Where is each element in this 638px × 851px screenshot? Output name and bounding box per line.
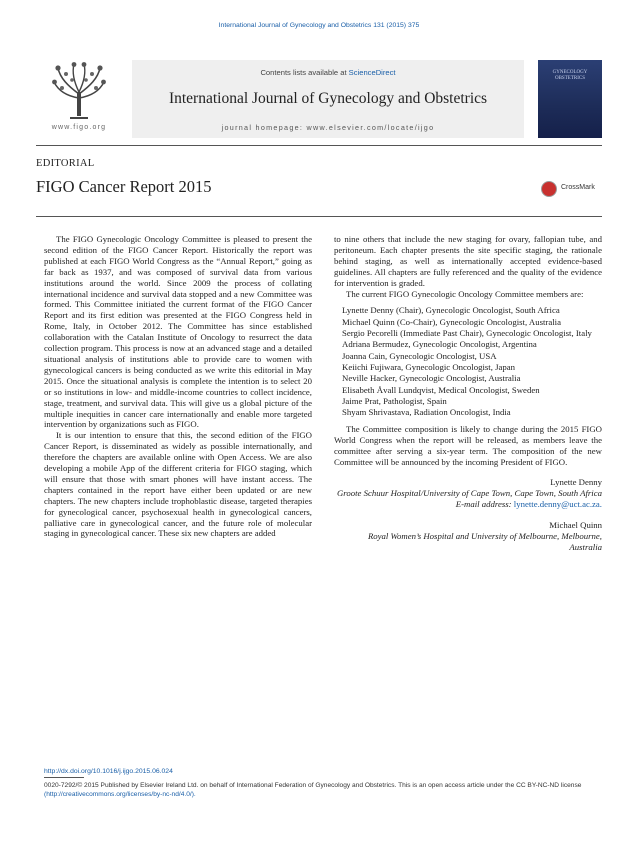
figo-tree-icon: [52, 62, 106, 120]
journal-cover: [538, 60, 602, 138]
author-email-link[interactable]: lynette.denny@uct.ac.za.: [513, 498, 602, 509]
figo-logo: [36, 60, 122, 138]
member-item: Adriana Bermudez, Gynecologic Oncologist, Argentina: [342, 339, 537, 350]
crossmark-label: CrossMark: [561, 184, 595, 191]
paragraph: to nine others that include the new staging for ovary, fallopian tube, and peritoneum. Each chapter presents the site specific staging, the rationale behind staging, as well as internationally accepted evidence-based guidelines. All chapters are fully referenced and the quality of the evidence for intervention is graded.: [334, 234, 602, 288]
paragraph: The current FIGO Gynecologic Oncology Committee members are:: [346, 288, 584, 299]
copyright-notice: [44, 781, 602, 799]
article-title: FIGO Cancer Report 2015: [36, 177, 212, 196]
license-link[interactable]: (http://creativecommons.org/licenses/by-nc-nd/4.0/).: [44, 791, 196, 799]
paragraph: The Committee composition is likely to change during the 2015 FIGO World Congress when the report will be released, as members leave the committee after serving a six-year term. The composition of the new Committee will be announced by the incoming President of FIGO.: [334, 424, 602, 468]
body-column-left: [44, 234, 312, 539]
author-email-line: [334, 499, 602, 510]
journal-title: International Journal of Gynecology and Obstetrics: [168, 90, 488, 107]
copyright-text: 0020-7292/© 2015 Published by Elsevier Ireland Ltd. on behalf of International Federation of Gynecology and Obstetrics. This is an open access article under the CC BY-NC-ND license: [44, 782, 582, 789]
paragraph: The FIGO Gynecologic Oncology Committee is pleased to present the second edition of the FIGO Cancer Report. Historically the report was published at each FIGO World Congress as the “Annual Report,” going as far back as 1937, and was composed of survival data from various institutions around the world. Since 2009 the process of collating international incidence and survival data stopped and a new Committee was formed. This Committee initiated the current format of the FIGO Cancer Report and its first edition was presented at the FIGO Congress held in Rome, Italy, in October 2012. The Committee has since established collaboration with the Catalan Institute of Oncology to resurrect the data collection program. This process is now at an advanced stage and a detailed situational analysis of institutions able to provide care to women with gynecological cancers is being conducted as we write this editorial in May 2015. Once the situational analysis is complete the intention is to select 20 or so institutions in low- and middle-income countries to collect incidence, stage, treatment, and survival data. This will give us a global picture of the multiple inequities in cancer care internationally and enable more targeted intervention by organizations such as FIGO.: [44, 234, 312, 430]
member-item: Sergio Pecorelli (Immediate Past Chair), Gynecologic Oncologist, Italy: [342, 328, 592, 339]
author-affiliation: Groote Schuur Hospital/University of Cape Town, Cape Town, South Africa: [336, 487, 602, 498]
committee-members-list: [342, 305, 602, 418]
member-item: Jaime Prat, Pathologist, Spain: [342, 395, 447, 406]
member-item: Keiichi Fujiwara, Gynecologic Oncologist, Japan: [342, 361, 516, 372]
journal-banner: [132, 60, 524, 138]
header-divider: [36, 145, 602, 146]
sciencedirect-link[interactable]: ScienceDirect: [348, 68, 396, 77]
title-divider: [36, 216, 602, 217]
contents-prefix: Contents lists available at: [260, 68, 349, 77]
crossmark-icon: [541, 181, 557, 197]
journal-masthead: [36, 60, 602, 138]
member-item: Joanna Cain, Gynecologic Oncologist, USA: [342, 350, 497, 361]
paragraph: It is our intention to ensure that this, the second edition of the FIGO Cancer Report, is disseminated as widely as possible internationally, and therefore the chapters are available online with Open Access. We are also developing a mobile App of the different criteria for FIGO staging, which will ensure that those with smart phones will have instant access. The chapters contained in the report have either been updated or are new chapters. The new chapters include trophoblastic disease, targeted therapies for gynecological cancer, psychosexual health in gynecological cancers, palliative care in gynecological cancer, and the future role of molecular staging in gynecological cancer. These six new chapters are added: [44, 430, 312, 539]
member-item: Neville Hacker, Gynecologic Oncologist, Australia: [342, 373, 521, 384]
section-label: EDITORIAL: [36, 158, 95, 169]
member-item: Elisabeth Åvall Lundqvist, Medical Oncologist, Sweden: [342, 384, 540, 395]
email-label: E-mail address:: [455, 498, 514, 509]
member-item: Lynette Denny (Chair), Gynecologic Oncologist, South Africa: [342, 305, 560, 316]
contents-line: [132, 68, 524, 77]
journal-citation[interactable]: International Journal of Gynecology and Obstetrics 131 (2015) 375: [218, 22, 420, 29]
cover-title: GYNECOLOGY OBSTETRICS: [552, 70, 588, 81]
crossmark-badge[interactable]: [541, 180, 603, 198]
body-column-right: [334, 234, 602, 552]
journal-homepage[interactable]: journal homepage: www.elsevier.com/locate/ijgo: [221, 123, 435, 132]
figo-url: www.figo.org: [51, 124, 107, 131]
author-name: Michael Quinn: [549, 519, 602, 530]
doi-link[interactable]: http://dx.doi.org/10.1016/j.ijgo.2015.06.024: [44, 768, 173, 775]
member-item: Shyam Shrivastava, Radiation Oncologist, India: [342, 407, 511, 418]
author-name: Lynette Denny: [550, 477, 602, 488]
footer-divider: [44, 777, 84, 778]
author-affiliation: Royal Women’s Hospital and University of Melbourne, Melbourne, Australia: [367, 530, 602, 552]
member-item: Michael Quinn (Co-Chair), Gynecologic Oncologist, Australia: [342, 316, 561, 327]
